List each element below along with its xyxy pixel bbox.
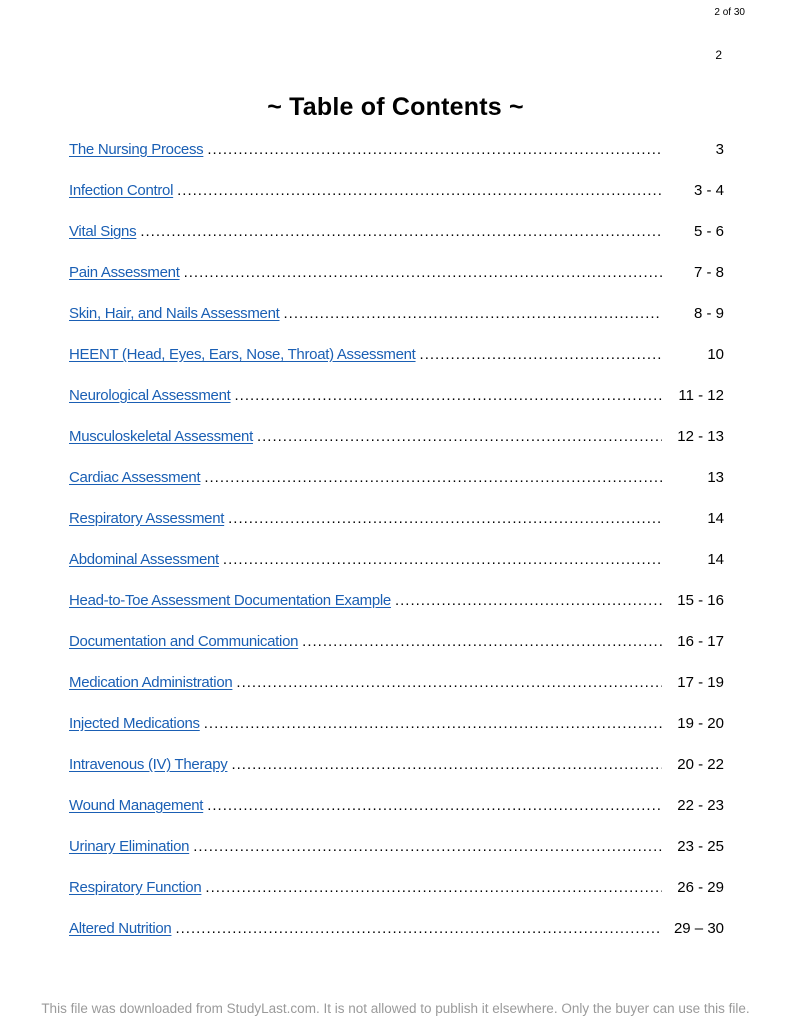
toc-entry [69,510,724,551]
toc-dot-leader [204,715,662,732]
toc-entry [69,879,724,920]
toc-dot-leader [236,674,662,691]
download-notice: This file was downloaded from StudyLast.com. It is not allowed to publish it elsewhere. Only the buyer can use this file. [41,1001,750,1016]
toc-entry-link[interactable]: Head-to-Toe Assessment Documentation Example [69,592,391,609]
toc-entry-link[interactable]: Neurological Assessment [69,387,231,404]
toc-entry-link[interactable]: Intravenous (IV) Therapy [69,756,228,773]
toc-entry [69,674,724,715]
toc-dot-leader [223,551,662,568]
toc-entry-link[interactable]: Vital Signs [69,223,137,240]
toc-entry [69,838,724,879]
toc-entry-link[interactable]: Skin, Hair, and Nails Assessment [69,305,280,322]
page-title: ~ Table of Contents ~ [267,92,524,121]
toc-dot-leader [228,510,662,527]
toc-entry [69,264,724,305]
toc-dot-leader [420,346,662,363]
toc-dot-leader [184,264,662,281]
toc-entry-pages: 14 [707,510,724,527]
toc-entry-pages: 15 - 16 [677,592,724,609]
toc-entry-link[interactable]: Pain Assessment [69,264,180,281]
toc-entry-link[interactable]: Injected Medications [69,715,200,732]
toc-entry-pages: 20 - 22 [677,756,724,773]
toc-entry-link[interactable]: HEENT (Head, Eyes, Ears, Nose, Throat) Assessment [69,346,416,363]
toc-entry [69,797,724,838]
toc-entry [69,182,724,223]
toc-entry-link[interactable]: Urinary Elimination [69,838,190,855]
toc-entry-pages: 29 – 30 [673,920,724,937]
toc-entry-pages: 23 - 25 [677,838,724,855]
toc-entry [69,551,724,592]
toc-dot-leader [193,838,662,855]
toc-entry-link[interactable]: Musculoskeletal Assessment [69,428,253,445]
toc-entry-pages: 26 - 29 [677,879,724,896]
toc-entry-pages: 17 - 19 [677,674,724,691]
toc-dot-leader [205,879,662,896]
toc-entry-pages: 3 [715,141,724,158]
toc-entry-link[interactable]: Infection Control [69,182,174,199]
toc-dot-leader [231,756,662,773]
toc-entry-link[interactable]: Medication Administration [69,674,233,691]
toc-entry-link[interactable]: The Nursing Process [69,141,204,158]
toc-dot-leader [395,592,662,609]
toc-entry-pages: 22 - 23 [677,797,724,814]
page-number: 2 [715,48,722,62]
toc-entry-pages: 3 - 4 [693,182,724,199]
toc-entry [69,469,724,510]
toc-entry-link[interactable]: Respiratory Function [69,879,202,896]
toc-entry [69,756,724,797]
toc-entry-link[interactable]: Documentation and Communication [69,633,299,650]
toc-entry-link[interactable]: Abdominal Assessment [69,551,219,568]
toc-entry [69,346,724,387]
toc-dot-leader [177,182,662,199]
toc-dot-leader [257,428,662,445]
toc-entry-pages: 5 - 6 [693,223,724,240]
toc-entry [69,428,724,469]
toc-dot-leader [284,305,663,322]
toc-entry [69,592,724,633]
toc-entry-pages: 8 - 9 [693,305,724,322]
toc-dot-leader [204,469,662,486]
toc-entry [69,223,724,264]
toc-entry-pages: 12 - 13 [677,428,724,445]
toc-entry-link[interactable]: Altered Nutrition [69,920,172,937]
toc-entry-pages: 16 - 17 [677,633,724,650]
toc-entry [69,387,724,428]
table-of-contents [69,141,724,961]
toc-entry-pages: 13 [707,469,724,486]
toc-entry [69,715,724,756]
toc-entry-link[interactable]: Respiratory Assessment [69,510,225,527]
toc-entry [69,141,724,182]
toc-entry-link[interactable]: Wound Management [69,797,204,814]
toc-dot-leader [140,223,662,240]
toc-entry-pages: 7 - 8 [693,264,724,281]
toc-entry-pages: 10 [707,346,724,363]
toc-dot-leader [207,141,662,158]
toc-entry [69,920,724,961]
toc-entry [69,633,724,674]
page-counter: 2 of 30 [714,7,745,18]
toc-dot-leader [175,920,662,937]
toc-entry-link[interactable]: Cardiac Assessment [69,469,201,486]
toc-entry-pages: 19 - 20 [677,715,724,732]
toc-entry-pages: 11 - 12 [678,387,724,404]
toc-entry [69,305,724,346]
toc-entry-pages: 14 [707,551,724,568]
toc-dot-leader [207,797,662,814]
toc-dot-leader [302,633,662,650]
toc-dot-leader [235,387,662,404]
